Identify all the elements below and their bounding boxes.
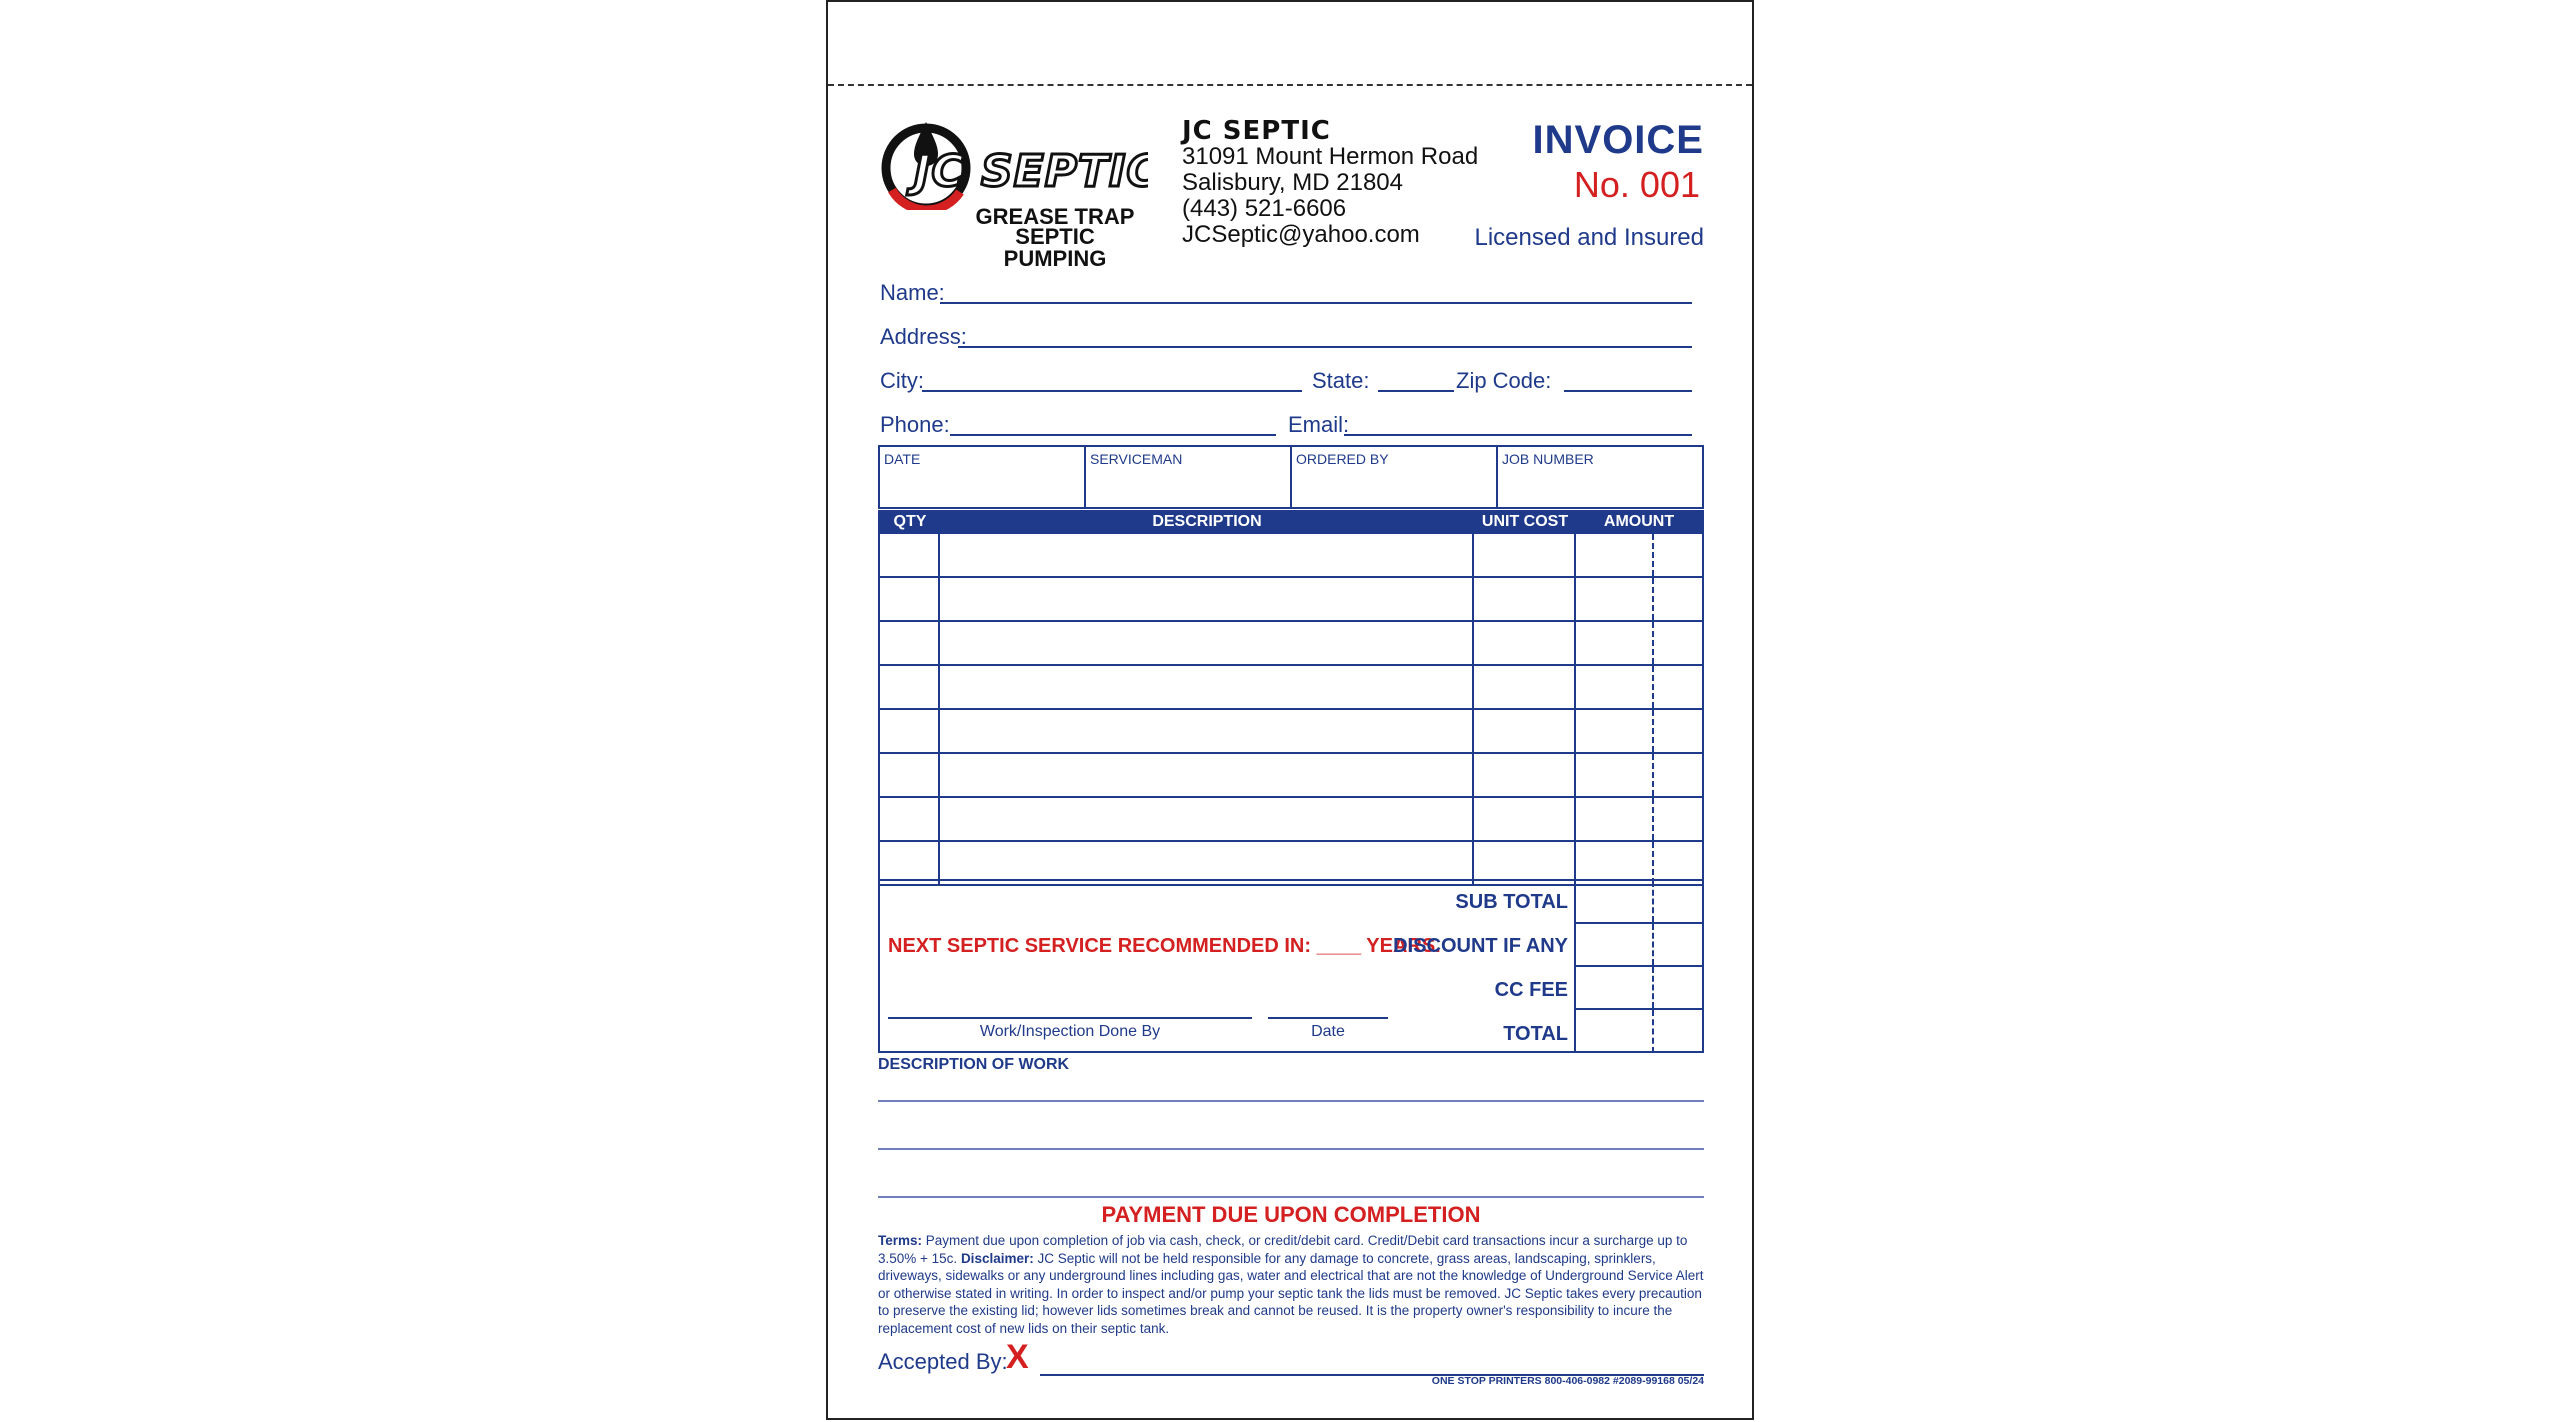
qty-header: QTY <box>893 513 927 530</box>
terms-text <box>878 1232 1704 1337</box>
items-header <box>880 512 1702 532</box>
accepted-by-label: Accepted By: <box>878 1349 1008 1374</box>
company-logo <box>878 120 1148 271</box>
table-row[interactable] <box>880 576 1702 620</box>
logo-line-2: SEPTIC PUMPING <box>1003 224 1107 271</box>
company-city: Salisbury, MD 21804 <box>1182 169 1403 196</box>
name-label: Name: <box>880 280 945 305</box>
phone-field[interactable] <box>950 434 1276 436</box>
state-field[interactable] <box>1378 390 1454 392</box>
total-label: TOTAL <box>1503 1023 1568 1045</box>
total-cell[interactable] <box>1576 1010 1702 1053</box>
amount-header: AMOUNT <box>1603 513 1675 530</box>
printer-imprint: ONE STOP PRINTERS 800-406-0982 #2089-99168 05/24 <box>1431 1375 1704 1387</box>
email-field[interactable] <box>1344 434 1692 436</box>
logo-graphic <box>878 120 1148 210</box>
job-ordered-by-cell[interactable]: ORDERED BY <box>1292 447 1498 507</box>
description-line[interactable] <box>878 1148 1704 1150</box>
terms-body: Payment due upon completion of job via cash, check, or credit/debit card. Credit/Debit card transactions incur a surcharge up to 3.50% + 15c. <box>878 1233 1688 1266</box>
subtotal-cell[interactable] <box>1576 881 1702 924</box>
job-info-box <box>878 445 1704 509</box>
name-field[interactable] <box>940 302 1692 304</box>
job-date-cell[interactable]: DATE <box>880 447 1086 507</box>
cc-fee-label: CC FEE <box>1494 979 1568 1001</box>
discount-label: DISCOUNT IF ANY <box>1393 935 1568 957</box>
logo-line-1: GREASE TRAP <box>975 204 1135 229</box>
invoice-title: INVOICE <box>1532 118 1704 162</box>
description-line[interactable] <box>878 1100 1704 1102</box>
items-table <box>878 510 1704 886</box>
signature-x-mark: X <box>1006 1338 1029 1376</box>
table-row[interactable] <box>880 840 1702 884</box>
job-serviceman-cell[interactable]: SERVICEMAN <box>1086 447 1292 507</box>
totals-box <box>878 879 1704 1053</box>
job-number-cell[interactable]: JOB NUMBER <box>1502 451 1594 467</box>
work-by-signature-line[interactable] <box>888 1017 1252 1019</box>
city-field[interactable] <box>922 390 1302 392</box>
invoice-number: No. 001 <box>1573 164 1700 205</box>
signature-date-line[interactable] <box>1268 1017 1388 1019</box>
table-row[interactable] <box>880 664 1702 708</box>
city-label: City: <box>880 368 924 393</box>
perforation-line <box>828 84 1752 86</box>
subtotal-label: SUB TOTAL <box>1455 891 1568 913</box>
next-service-text: NEXT SEPTIC SERVICE RECOMMENDED IN: ____ YEARS. <box>888 935 1441 957</box>
table-row[interactable] <box>880 620 1702 664</box>
invoice-page <box>826 0 1754 1420</box>
company-email: JCSeptic@yahoo.com <box>1182 221 1420 248</box>
phone-label: Phone: <box>880 412 950 437</box>
totals-cells <box>1574 881 1702 1051</box>
table-row[interactable] <box>880 708 1702 752</box>
description-header: DESCRIPTION <box>1152 513 1262 530</box>
address-label: Address: <box>880 324 967 349</box>
disclaimer-body: JC Septic will not be held responsible for any damage to concrete, grass areas, landscaping, sprinklers, driveways, sidewalks or any underground lines including gas, water and electrical that are not the knowledge of Underground Service Alert or otherwise stated in writing. In order to inspect and/or pump your septic tank the lids must be removed. JC Septic takes every precaution to preserve the existing lid; however lids sometimes break and cannot be reused. It is the property owner's responsibility to incure the replacement cost of new lids on their septic tank. <box>878 1250 1704 1336</box>
payment-due-heading: PAYMENT DUE UPON COMPLETION <box>1101 1202 1481 1227</box>
company-info <box>1182 118 1478 248</box>
zip-field[interactable] <box>1564 390 1692 392</box>
logo-title: JC SEPTIC <box>914 146 1148 197</box>
cc-fee-cell[interactable] <box>1576 967 1702 1010</box>
table-row[interactable] <box>880 752 1702 796</box>
address-field[interactable] <box>958 346 1692 348</box>
company-phone: (443) 521-6606 <box>1182 195 1347 222</box>
unit-cost-header: UNIT COST <box>1481 513 1569 530</box>
disclaimer-label: Disclaimer: <box>960 1250 1034 1266</box>
company-street: 31091 Mount Hermon Road <box>1182 143 1479 170</box>
terms-label: Terms: <box>878 1233 923 1248</box>
table-row[interactable] <box>880 532 1702 576</box>
zip-label: Zip Code: <box>1456 368 1552 393</box>
licensed-text: Licensed and Insured <box>1474 224 1704 251</box>
company-name: JC SEPTIC <box>1182 116 1331 146</box>
state-label: State: <box>1312 368 1370 393</box>
description-of-work-label: DESCRIPTION OF WORK <box>878 1056 1070 1073</box>
email-label: Email: <box>1288 412 1350 437</box>
table-row[interactable] <box>880 796 1702 840</box>
description-line[interactable] <box>878 1196 1704 1198</box>
discount-cell[interactable] <box>1576 924 1702 967</box>
signature-date-label: Date <box>1311 1023 1345 1040</box>
work-by-label: Work/Inspection Done By <box>979 1023 1161 1040</box>
